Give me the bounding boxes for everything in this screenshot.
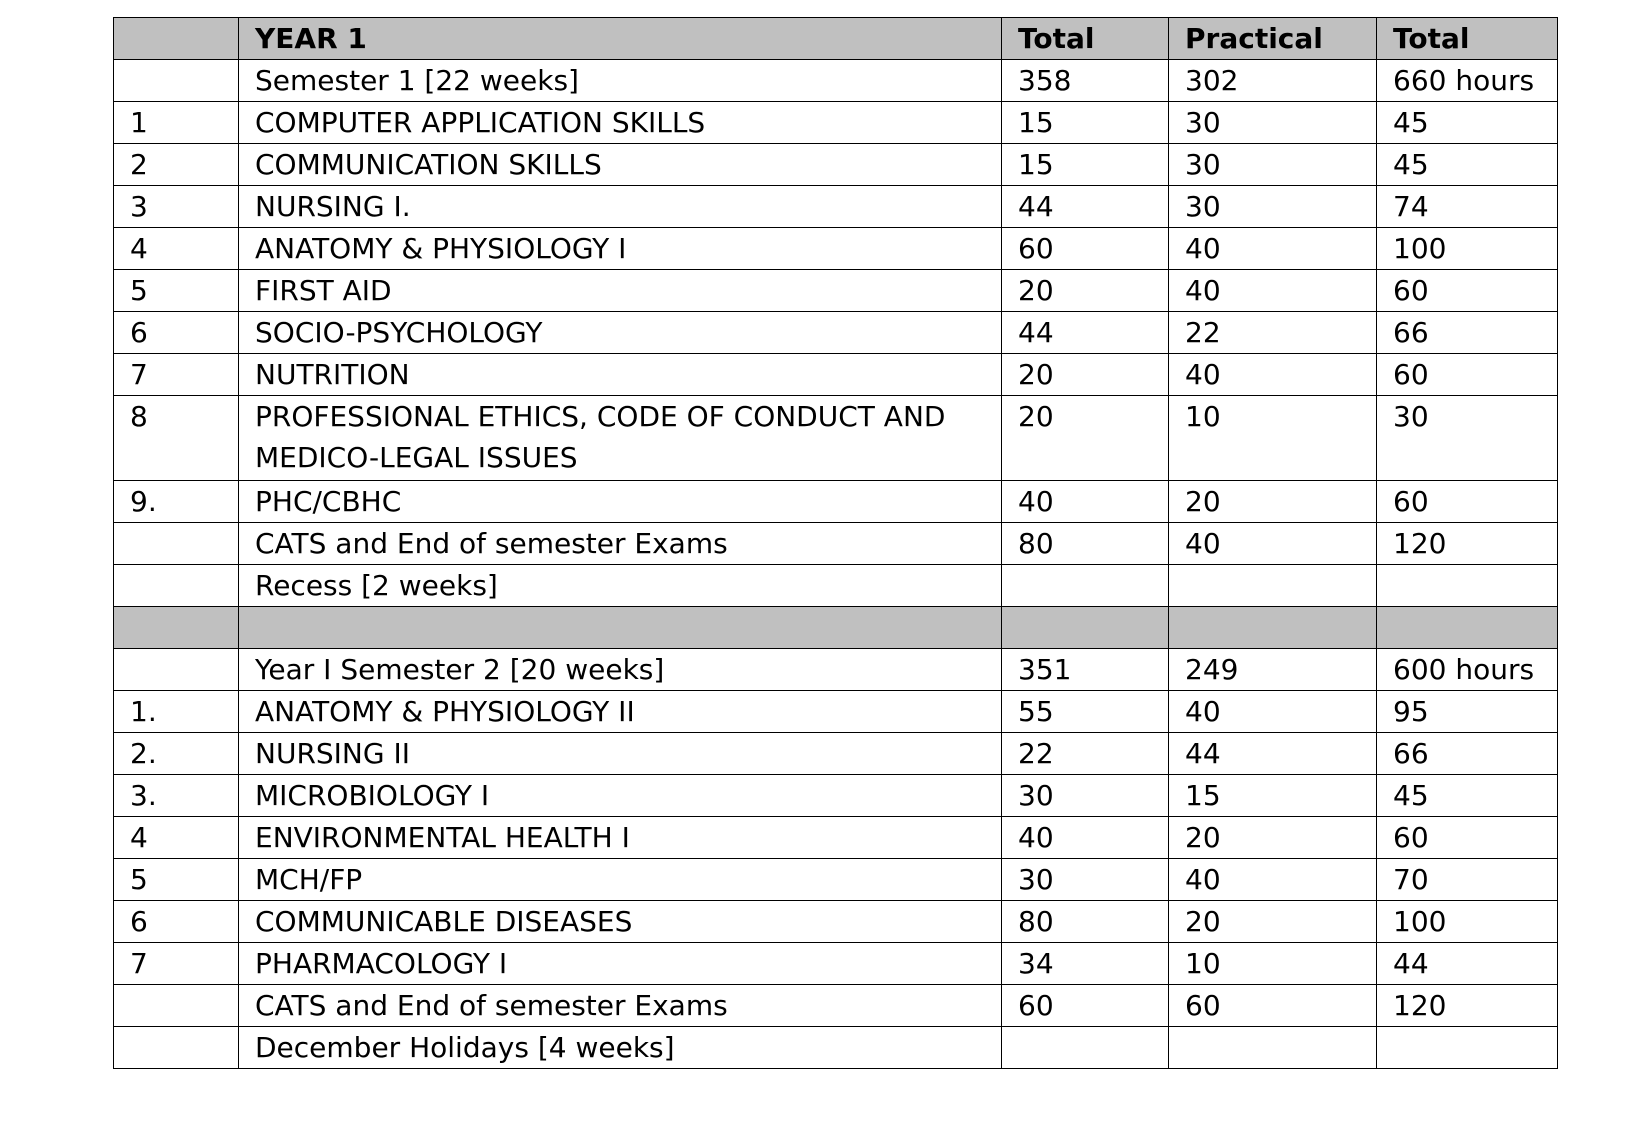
empty-cell bbox=[1377, 1027, 1558, 1069]
row-index: 4 bbox=[114, 228, 239, 270]
subject-name: MICROBIOLOGY I bbox=[239, 775, 1002, 817]
theory-hours: 22 bbox=[1002, 733, 1169, 775]
row-index: 9. bbox=[114, 481, 239, 523]
row-index: 7 bbox=[114, 354, 239, 396]
row-index: 6 bbox=[114, 312, 239, 354]
semester-practical: 249 bbox=[1169, 649, 1377, 691]
practical-hours: 20 bbox=[1169, 481, 1377, 523]
header-index-cell bbox=[114, 18, 239, 60]
subject-name: ANATOMY & PHYSIOLOGY II bbox=[239, 691, 1002, 733]
row-index: 3 bbox=[114, 186, 239, 228]
semester-2-title-row bbox=[114, 649, 1558, 691]
subject-name: PROFESSIONAL ETHICS, CODE OF CONDUCT AND MEDICO-LEGAL ISSUES bbox=[239, 396, 1002, 481]
exams-grand-total: 120 bbox=[1377, 523, 1558, 565]
semester-2-exams-row bbox=[114, 985, 1558, 1027]
total-hours: 44 bbox=[1377, 943, 1558, 985]
table-body bbox=[114, 18, 1558, 1069]
table-row bbox=[114, 859, 1558, 901]
table-row bbox=[114, 354, 1558, 396]
total-hours: 60 bbox=[1377, 270, 1558, 312]
semester-1-break-row bbox=[114, 565, 1558, 607]
total-hours: 100 bbox=[1377, 228, 1558, 270]
semester-total: 358 bbox=[1002, 60, 1169, 102]
semester-grand-total: 660 hours bbox=[1377, 60, 1558, 102]
table-row bbox=[114, 396, 1558, 481]
separator-cell bbox=[114, 607, 239, 649]
theory-hours: 80 bbox=[1002, 901, 1169, 943]
theory-hours: 30 bbox=[1002, 859, 1169, 901]
table-row bbox=[114, 270, 1558, 312]
row-index bbox=[114, 60, 239, 102]
row-index: 2. bbox=[114, 733, 239, 775]
row-index bbox=[114, 985, 239, 1027]
row-index: 6 bbox=[114, 901, 239, 943]
subject-name: MCH/FP bbox=[239, 859, 1002, 901]
total-hours: 66 bbox=[1377, 312, 1558, 354]
theory-hours: 44 bbox=[1002, 186, 1169, 228]
row-index: 5 bbox=[114, 270, 239, 312]
row-index: 1. bbox=[114, 691, 239, 733]
practical-hours: 15 bbox=[1169, 775, 1377, 817]
theory-hours: 15 bbox=[1002, 144, 1169, 186]
table-row bbox=[114, 943, 1558, 985]
subject-name: ANATOMY & PHYSIOLOGY I bbox=[239, 228, 1002, 270]
practical-hours: 40 bbox=[1169, 354, 1377, 396]
subject-name: NUTRITION bbox=[239, 354, 1002, 396]
subject-name: COMPUTER APPLICATION SKILLS bbox=[239, 102, 1002, 144]
practical-hours: 22 bbox=[1169, 312, 1377, 354]
exams-practical: 60 bbox=[1169, 985, 1377, 1027]
curriculum-table bbox=[113, 17, 1558, 1069]
practical-hours: 40 bbox=[1169, 228, 1377, 270]
theory-hours: 60 bbox=[1002, 228, 1169, 270]
row-index: 8 bbox=[114, 396, 239, 481]
practical-hours: 30 bbox=[1169, 186, 1377, 228]
separator-row bbox=[114, 607, 1558, 649]
total-hours: 95 bbox=[1377, 691, 1558, 733]
semester-1-exams-row bbox=[114, 523, 1558, 565]
practical-hours: 30 bbox=[1169, 102, 1377, 144]
table-row bbox=[114, 691, 1558, 733]
total-hours: 70 bbox=[1377, 859, 1558, 901]
exams-label: CATS and End of semester Exams bbox=[239, 523, 1002, 565]
row-index bbox=[114, 565, 239, 607]
row-index bbox=[114, 1027, 239, 1069]
total-hours: 60 bbox=[1377, 354, 1558, 396]
empty-cell bbox=[1377, 565, 1558, 607]
break-label: December Holidays [4 weeks] bbox=[239, 1027, 1002, 1069]
total-hours: 45 bbox=[1377, 144, 1558, 186]
subject-name: NURSING I. bbox=[239, 186, 1002, 228]
semester-total: 351 bbox=[1002, 649, 1169, 691]
exams-practical: 40 bbox=[1169, 523, 1377, 565]
table-row bbox=[114, 481, 1558, 523]
total-hours: 74 bbox=[1377, 186, 1558, 228]
semester-1-title-row bbox=[114, 60, 1558, 102]
subject-name: NURSING II bbox=[239, 733, 1002, 775]
practical-hours: 40 bbox=[1169, 270, 1377, 312]
total-hours: 60 bbox=[1377, 481, 1558, 523]
semester-grand-total: 600 hours bbox=[1377, 649, 1558, 691]
row-index bbox=[114, 523, 239, 565]
subject-name: COMMUNICATION SKILLS bbox=[239, 144, 1002, 186]
total-hours: 100 bbox=[1377, 901, 1558, 943]
theory-hours: 15 bbox=[1002, 102, 1169, 144]
practical-hours: 10 bbox=[1169, 396, 1377, 481]
exams-total: 80 bbox=[1002, 523, 1169, 565]
theory-hours: 44 bbox=[1002, 312, 1169, 354]
break-label: Recess [2 weeks] bbox=[239, 565, 1002, 607]
header-practical: Practical bbox=[1169, 18, 1377, 60]
table-row bbox=[114, 733, 1558, 775]
empty-cell bbox=[1002, 1027, 1169, 1069]
table-row bbox=[114, 228, 1558, 270]
table-row bbox=[114, 144, 1558, 186]
row-index: 4 bbox=[114, 817, 239, 859]
total-hours: 45 bbox=[1377, 775, 1558, 817]
total-hours: 30 bbox=[1377, 396, 1558, 481]
total-hours: 66 bbox=[1377, 733, 1558, 775]
subject-name: SOCIO-PSYCHOLOGY bbox=[239, 312, 1002, 354]
empty-cell bbox=[1169, 565, 1377, 607]
theory-hours: 20 bbox=[1002, 354, 1169, 396]
separator-cell bbox=[1377, 607, 1558, 649]
practical-hours: 40 bbox=[1169, 859, 1377, 901]
practical-hours: 20 bbox=[1169, 901, 1377, 943]
empty-cell bbox=[1002, 565, 1169, 607]
separator-cell bbox=[1002, 607, 1169, 649]
subject-name: ENVIRONMENTAL HEALTH I bbox=[239, 817, 1002, 859]
row-index: 2 bbox=[114, 144, 239, 186]
theory-hours: 34 bbox=[1002, 943, 1169, 985]
table-row bbox=[114, 312, 1558, 354]
theory-hours: 40 bbox=[1002, 481, 1169, 523]
header-row bbox=[114, 18, 1558, 60]
header-grand-total: Total bbox=[1377, 18, 1558, 60]
table-row bbox=[114, 186, 1558, 228]
header-year: YEAR 1 bbox=[239, 18, 1002, 60]
theory-hours: 20 bbox=[1002, 396, 1169, 481]
table-row bbox=[114, 775, 1558, 817]
separator-cell bbox=[239, 607, 1002, 649]
semester-2-break-row bbox=[114, 1027, 1558, 1069]
empty-cell bbox=[1169, 1027, 1377, 1069]
header-total: Total bbox=[1002, 18, 1169, 60]
semester-title: Year I Semester 2 [20 weeks] bbox=[239, 649, 1002, 691]
practical-hours: 40 bbox=[1169, 691, 1377, 733]
practical-hours: 10 bbox=[1169, 943, 1377, 985]
semester-title: Semester 1 [22 weeks] bbox=[239, 60, 1002, 102]
row-index: 7 bbox=[114, 943, 239, 985]
table-row bbox=[114, 817, 1558, 859]
table-row bbox=[114, 102, 1558, 144]
subject-name: PHC/CBHC bbox=[239, 481, 1002, 523]
exams-total: 60 bbox=[1002, 985, 1169, 1027]
theory-hours: 55 bbox=[1002, 691, 1169, 733]
practical-hours: 30 bbox=[1169, 144, 1377, 186]
total-hours: 45 bbox=[1377, 102, 1558, 144]
subject-name: PHARMACOLOGY I bbox=[239, 943, 1002, 985]
exams-grand-total: 120 bbox=[1377, 985, 1558, 1027]
subject-name: FIRST AID bbox=[239, 270, 1002, 312]
separator-cell bbox=[1169, 607, 1377, 649]
practical-hours: 20 bbox=[1169, 817, 1377, 859]
theory-hours: 20 bbox=[1002, 270, 1169, 312]
table-row bbox=[114, 901, 1558, 943]
theory-hours: 40 bbox=[1002, 817, 1169, 859]
subject-name: COMMUNICABLE DISEASES bbox=[239, 901, 1002, 943]
practical-hours: 44 bbox=[1169, 733, 1377, 775]
row-index: 1 bbox=[114, 102, 239, 144]
row-index: 3. bbox=[114, 775, 239, 817]
semester-practical: 302 bbox=[1169, 60, 1377, 102]
theory-hours: 30 bbox=[1002, 775, 1169, 817]
exams-label: CATS and End of semester Exams bbox=[239, 985, 1002, 1027]
row-index bbox=[114, 649, 239, 691]
row-index: 5 bbox=[114, 859, 239, 901]
total-hours: 60 bbox=[1377, 817, 1558, 859]
